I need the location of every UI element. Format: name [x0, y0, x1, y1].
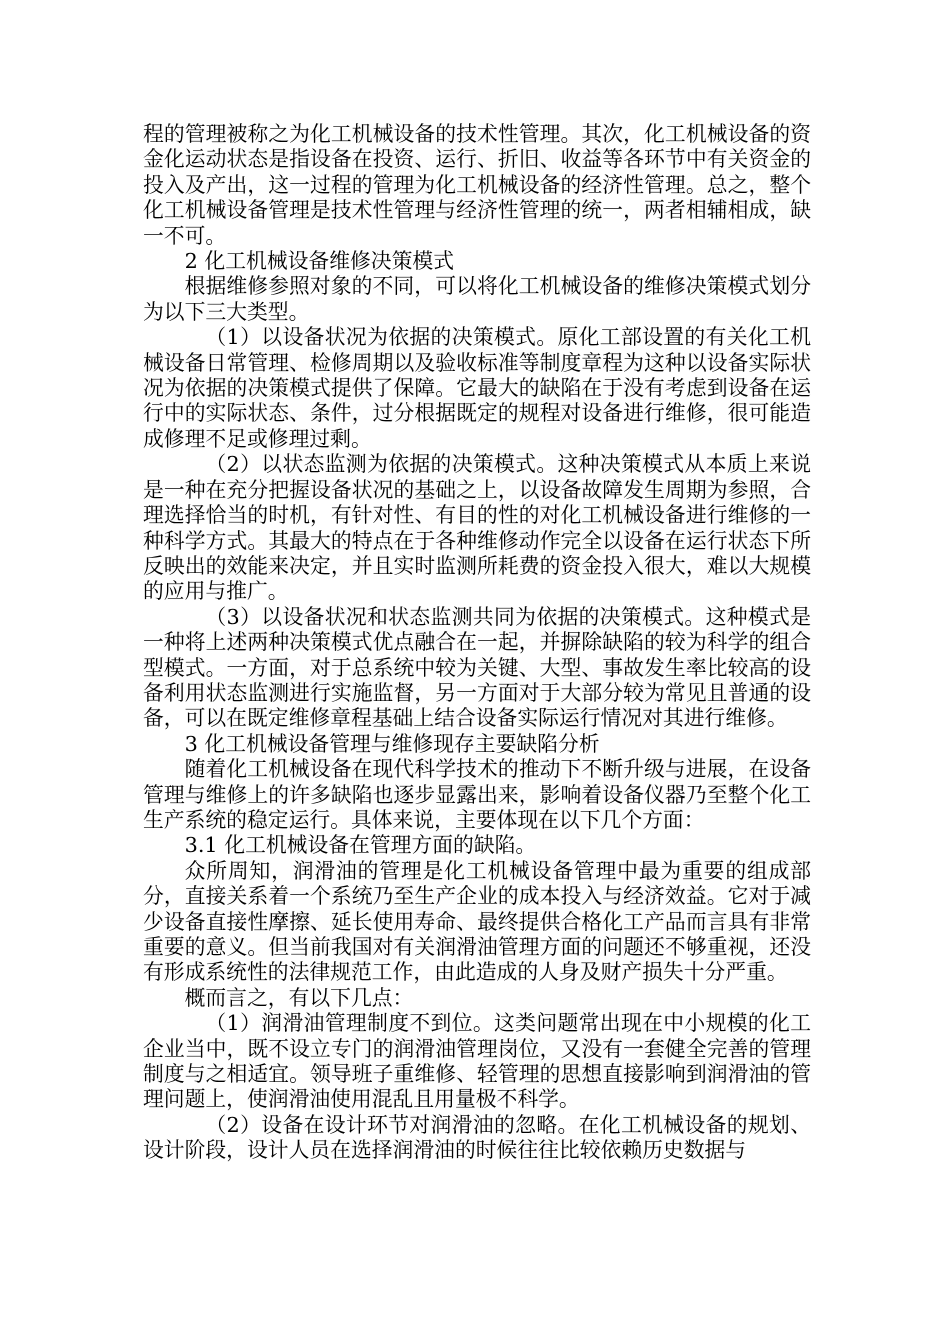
paragraph-decision-intro: 根据维修参照对象的不同，可以将化工机械设备的维修决策模式划分为以下三大类型。 — [143, 274, 811, 324]
document-body — [143, 122, 811, 1164]
paragraph-defects-intro: 随着化工机械设备在现代科学技术的推动下不断升级与进展，在设备管理与维修上的许多缺陷也逐步显露出来，影响着设备仪器乃至整个化工生产系统的稳定运行。具体来说，主要体现在以下几个方面： — [143, 757, 811, 832]
section-heading-3: 3 化工机械设备管理与维修现存主要缺陷分析 — [184, 731, 600, 756]
paragraph-decision-mode-1: （1）以设备状况为依据的决策模式。原化工部设置的有关化工机械设备日常管理、检修周期以及验收标准等制度章程为这种以设备实际状况为依据的决策模式提供了保障。它最大的缺陷在于没有考虑到设备在运行中的实际状态、条件，过分根据既定的规程对设备进行维修，很可能造成修理不足或修理过剩。 — [143, 325, 811, 451]
subsection-heading-3-1: 3.1 化工机械设备在管理方面的缺陷。 — [184, 833, 537, 858]
paragraph-point-1: （1）润滑油管理制度不到位。这类问题常出现在中小规模的化工企业当中，既不设立专门的润滑油管理岗位，又没有一套健全完善的管理制度与之相适宜。领导班子重维修、轻管理的思想直接影响到润滑油的管理问题上，使润滑油使用混乱且用量极不科学。 — [143, 1011, 811, 1112]
paragraph-management-continued: 程的管理被称之为化工机械设备的技术性管理。其次，化工机械设备的资金化运动状态是指设备在投资、运行、折旧、收益等各环节中有关资金的投入及产出，这一过程的管理为化工机械设备的经济性管理。总之，整个化工机械设备管理是技术性管理与经济性管理的统一，两者相辅相成，缺一不可。 — [143, 122, 811, 248]
paragraph-decision-mode-2: （2）以状态监测为依据的决策模式。这种决策模式从本质上来说是一种在充分把握设备状况的基础之上，以设备故障发生周期为参照，合理选择恰当的时机，有针对性、有目的性的对化工机械设备进行维修的一种科学方式。其最大的特点在于各种维修动作完全以设备在运行状态下所反映出的效能来决定，并且实时监测所耗费的资金投入很大，难以大规模的应用与推广。 — [143, 452, 811, 604]
paragraph-point-2: （2）设备在设计环节对润滑油的忽略。在化工机械设备的规划、设计阶段，设计人员在选择润滑油的时候往往比较依赖历史数据与 — [143, 1112, 811, 1163]
paragraph-lubricant-management: 众所周知，润滑油的管理是化工机械设备管理中最为重要的组成部分，直接关系着一个系统乃至生产企业的成本投入与经济效益。它对于减少设备直接性摩擦、延长使用寿命、最终提供合格化工产品而言具有非常重要的意义。但当前我国对有关润滑油管理方面的问题还不够重视，还没有形成系统性的法律规范工作，由此造成的人身及财产损失十分严重。 — [143, 858, 811, 985]
paragraph-decision-mode-3: （3）以设备状况和状态监测共同为依据的决策模式。这种模式是一种将上述两种决策模式优点融合在一起，并摒除缺陷的较为科学的组合型模式。一方面，对于总系统中较为关键、大型、事故发生率比较高的设备利用状态监测进行实施监督，另一方面对于大部分较为常见且普通的设备，可以在既定维修章程基础上结合设备实际运行情况对其进行维修。 — [143, 604, 811, 731]
section-heading-2: 2 化工机械设备维修决策模式 — [184, 249, 454, 274]
paragraph-summary-points: 概而言之，有以下几点： — [184, 985, 414, 1010]
